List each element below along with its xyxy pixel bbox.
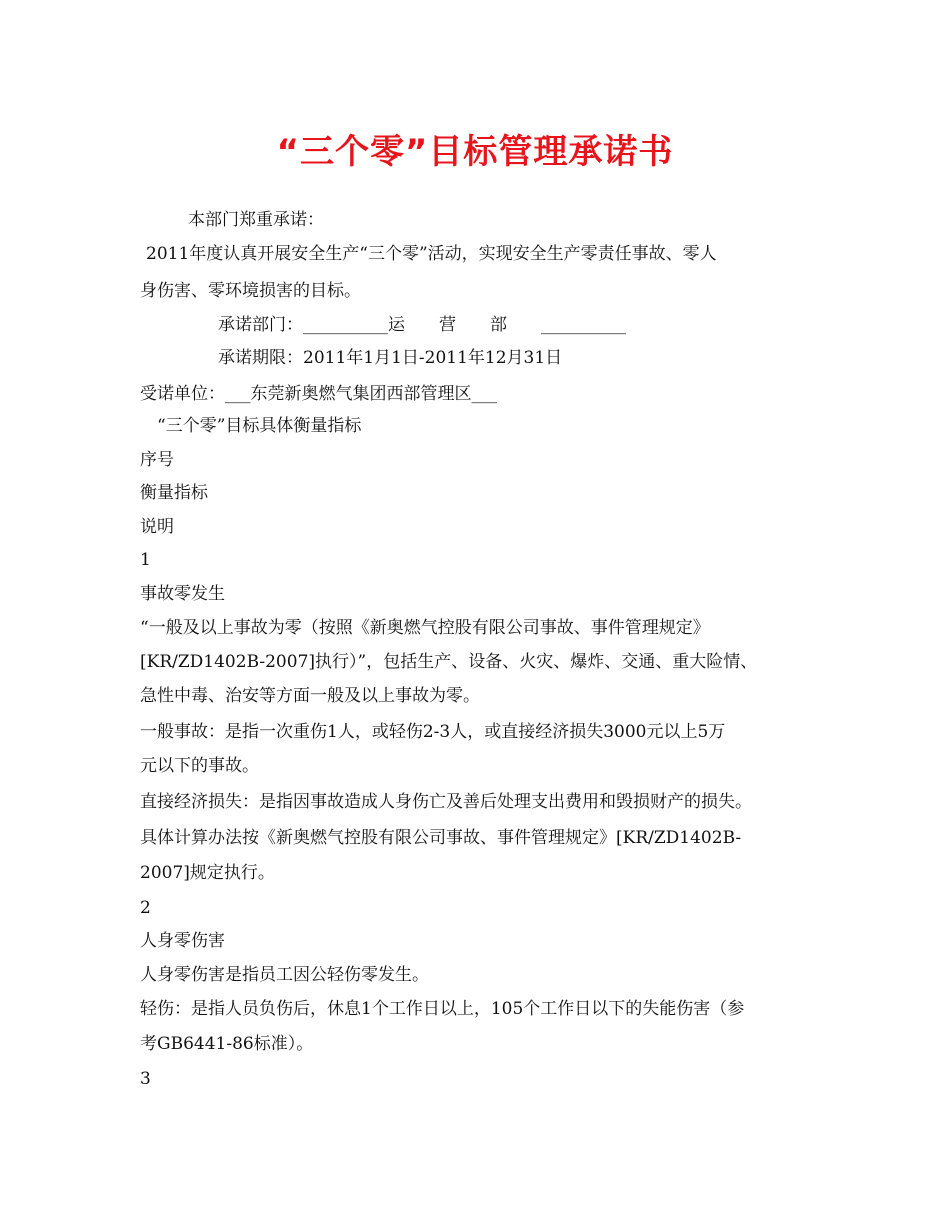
indicator-heading: “三个零”目标具体衡量指标 xyxy=(157,416,362,436)
document-title: “三个零”目标管理承诺书 xyxy=(276,132,674,172)
commitment-department: 承诺部门：__________运 营 部 __________ xyxy=(218,315,626,335)
commitment-line-1: 2011年度认真开展安全生产“三个零”活动，实现安全生产零责任事故、零人 xyxy=(146,244,717,264)
minor-injury-definition-line-2: 考GB6441-86标准）。 xyxy=(140,1034,314,1054)
general-accident-definition-line-2: 元以下的事故。 xyxy=(140,756,259,776)
column-note: 说明 xyxy=(140,517,174,537)
commitment-line-2: 身伤害、零环境损害的目标。 xyxy=(140,281,361,301)
commitment-period: 承诺期限：2011年1月1日-2011年12月31日 xyxy=(218,348,563,368)
item-2-number: 2 xyxy=(140,898,151,918)
economic-loss-definition-line-1: 直接经济损失：是指因事故造成人身伤亡及善后处理支出费用和毁损财产的损失。 xyxy=(140,792,752,812)
column-indicator: 衡量指标 xyxy=(140,483,208,503)
item-1-description-line-3: 急性中毒、治安等方面一般及以上事故为零。 xyxy=(140,686,480,706)
intro-text: 本部门郑重承诺： xyxy=(188,210,324,230)
item-1-name: 事故零发生 xyxy=(140,584,225,604)
economic-loss-definition-line-3: 2007]规定执行。 xyxy=(140,863,275,883)
general-accident-definition-line-1: 一般事故：是指一次重伤1人，或轻伤2-3人，或直接经济损失3000元以上5万 xyxy=(140,722,726,742)
item-2-name: 人身零伤害 xyxy=(140,931,225,951)
item-1-description-line-1: “一般及以上事故为零（按照《新奥燃气控股有限公司事故、事件管理规定》 xyxy=(140,618,710,638)
economic-loss-definition-line-2: 具体计算办法按《新奥燃气控股有限公司事故、事件管理规定》[KR/ZD1402B- xyxy=(140,828,742,848)
item-1-number: 1 xyxy=(140,550,151,570)
item-2-description: 人身零伤害是指员工因公轻伤零发生。 xyxy=(140,965,429,985)
item-1-description-line-2: [KR/ZD1402B-2007]执行）”，包括生产、设备、火灾、爆炸、交通、重大险情、 xyxy=(140,652,758,672)
column-serial-number: 序号 xyxy=(140,450,174,470)
item-3-number: 3 xyxy=(140,1069,151,1089)
recipient-unit: 受诺单位：___东莞新奥燃气集团西部管理区___ xyxy=(140,384,497,404)
minor-injury-definition-line-1: 轻伤：是指人员负伤后，休息1个工作日以上，105个工作日以下的失能伤害（参 xyxy=(140,999,745,1019)
